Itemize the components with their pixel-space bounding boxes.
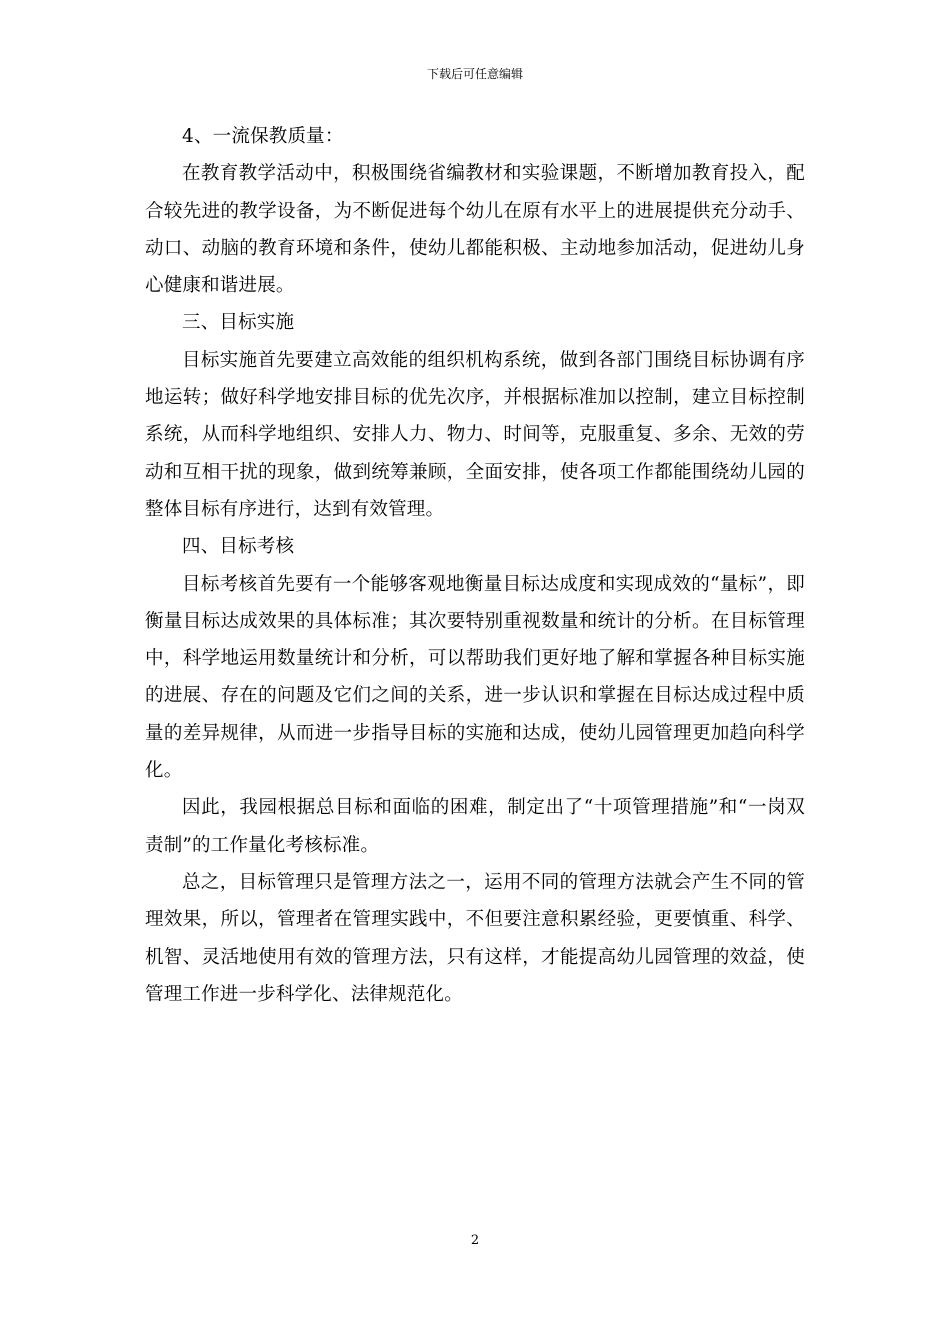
paragraph-quality: 在教育教学活动中，积极围绕省编教材和实验课题，不断增加教育投入，配合较先进的教学设备，为不断促进每个幼儿在原有水平上的进展提供充分动手、动口、动脑的教育环境和条件，使幼儿都能积极、主动地参加活动，促进幼儿身心健康和谐进展。	[145, 163, 805, 297]
paragraph-measures: 因此，我园根据总目标和面临的困难，制定出了“十项管理措施”和“一岗双责制”的工作量化考核标准。	[145, 797, 805, 856]
section-heading-quality: 4、一流保教质量：	[182, 126, 344, 147]
paragraph-assessment: 目标考核首先要有一个能够客观地衡量目标达成度和实现成效的“量标”，即衡量目标达成效果的具体标准；其次要特别重视数量和统计的分析。在目标管理中，科学地运用数量统计和分析，可以帮助我们更好地了解和掌握各种目标实施的进展、存在的问题及它们之间的关系，进一步认识和掌握在目标达成过程中质量的差异规律，从而进一步指导目标的实施和达成，使幼儿园管理更加趋向科学化。	[145, 573, 805, 782]
paragraph-conclusion: 总之，目标管理只是管理方法之一，运用不同的管理方法就会产生不同的管理效果，所以，管理者在管理实践中，不但要注意积累经验，更要慎重、科学、机智、灵活地使用有效的管理方法，只有这样，才能提高幼儿园管理的效益，使管理工作进一步科学化、法律规范化。	[145, 871, 805, 1005]
document-body	[145, 118, 805, 1013]
page-number: 2	[470, 1233, 480, 1248]
section-heading-assessment: 四、目标考核	[182, 536, 295, 558]
section-heading-implementation: 三、目标实施	[182, 312, 295, 334]
page-header: 下载后可任意编辑	[426, 67, 523, 81]
paragraph-implementation: 目标实施首先要建立高效能的组织机构系统，做到各部门围绕目标协调有序地运转；做好科学地安排目标的优先次序，并根据标准加以控制，建立目标控制系统，从而科学地组织、安排人力、物力、时间等，克服重复、多余、无效的劳动和互相干扰的现象，做到统筹兼顾，全面安排，使各项工作都能围绕幼儿园的整体目标有序进行，达到有效管理。	[145, 349, 805, 520]
